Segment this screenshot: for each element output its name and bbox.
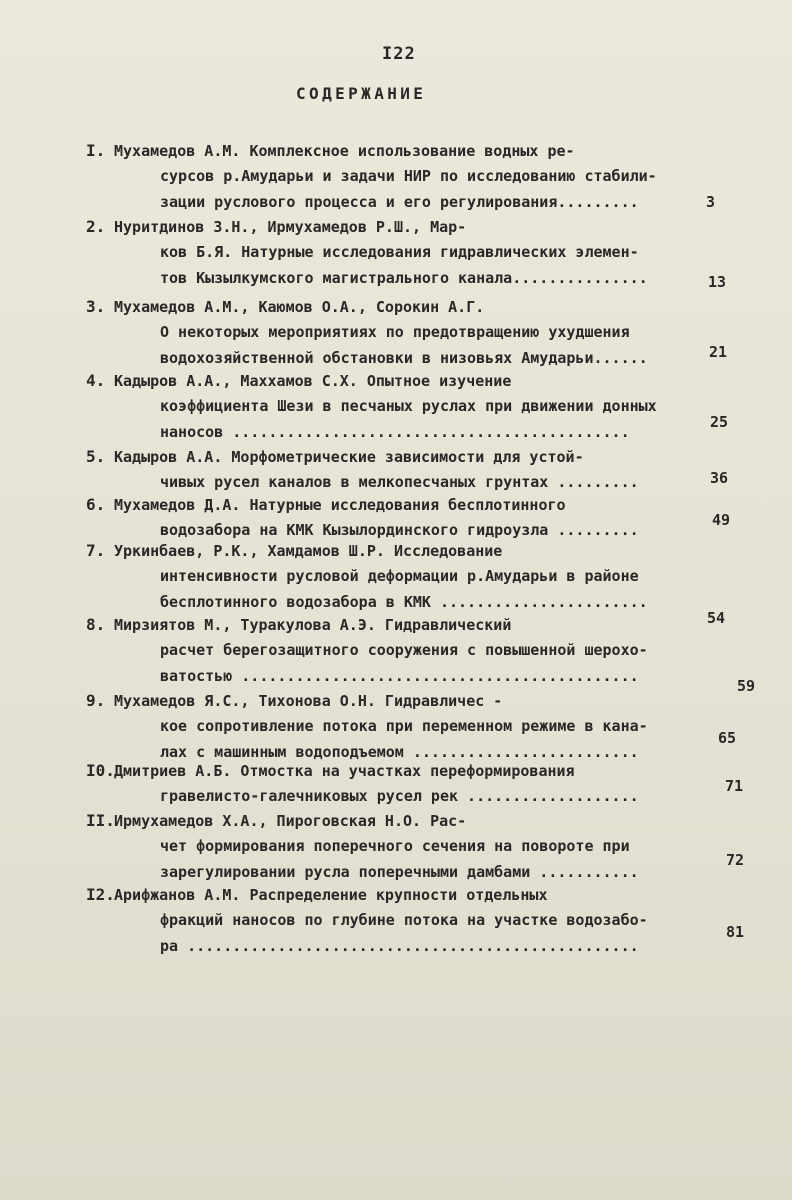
- entry-line: О некоторых мероприятиях по предотвращению ухудшения: [160, 323, 630, 341]
- entry-line: Мирзиятов М., Туракулова А.Э. Гидравлический: [114, 616, 512, 634]
- entry-line: Уркинбаев, Р.К., Хамдамов Ш.Р. Исследование: [114, 542, 503, 560]
- entry-page-ref: 49: [712, 511, 731, 529]
- page-number: I22: [382, 44, 416, 64]
- entry-page-ref: 59: [737, 677, 756, 695]
- entry-page-ref: 71: [725, 777, 744, 795]
- entry-line: водохозяйственной обстановки в низовьях Амударьи......: [160, 349, 648, 367]
- entry-line: расчет берегозащитного сооружения с повышенной шерохо-: [160, 641, 648, 659]
- page-title: СОДЕРЖАНИЕ: [296, 84, 427, 103]
- entry-line: кое сопротивление потока при переменном режиме в кана-: [160, 717, 648, 735]
- entry-line: интенсивности русловой деформации р.Амударьи в районе: [160, 567, 639, 585]
- entry-line: бесплотинного водозабора в КМК .......................: [160, 593, 648, 611]
- entry-line: зации руслового процесса и его регулирования.........: [160, 193, 639, 211]
- entry-line: чивых русел каналов в мелкопесчаных грунтах .........: [160, 473, 639, 491]
- entry-line: наносов ............................................: [160, 423, 630, 441]
- entry-number: 5.: [86, 447, 106, 466]
- entry-line: ра ..................................................: [160, 937, 639, 955]
- entry-line: Ирмухамедов Х.А., Пироговская Н.О. Рас-: [114, 812, 467, 830]
- entry-page-ref: 81: [726, 923, 745, 941]
- entry-line: лах с машинным водоподъемом .........................: [160, 743, 639, 761]
- entry-number: I0.: [86, 761, 115, 780]
- entry-line: Мухамедов Я.С., Тихонова О.Н. Гидравличес -: [114, 692, 503, 710]
- entry-line: чет формирования поперечного сечения на повороте при: [160, 837, 630, 855]
- entry-line: Мухамедов А.М., Каюмов О.А., Сорокин А.Г.: [114, 298, 485, 316]
- entry-line: Кадыров А.А. Морфометрические зависимости для устой-: [114, 448, 584, 466]
- entry-line: сурсов р.Амударьи и задачи НИР по исследованию стабили-: [160, 167, 657, 185]
- entry-line: ватостью ............................................: [160, 667, 639, 685]
- entry-line: зарегулировании русла поперечными дамбами ...........: [160, 863, 639, 881]
- entry-number: 8.: [86, 615, 106, 634]
- entry-number: I.: [86, 141, 106, 160]
- entry-page-ref: 72: [726, 851, 745, 869]
- entry-number: 3.: [86, 297, 106, 316]
- entry-number: I2.: [86, 885, 115, 904]
- entry-line: коэффициента Шези в песчаных руслах при движении донных: [160, 397, 657, 415]
- entry-number: 9.: [86, 691, 106, 710]
- entry-line: Нуритдинов З.Н., Ирмухамедов Р.Ш., Мар-: [114, 218, 467, 236]
- entry-line: фракций наносов по глубине потока на участке водозабо-: [160, 911, 648, 929]
- entry-page-ref: 25: [710, 413, 729, 431]
- entry-number: 4.: [86, 371, 106, 390]
- entry-number: 6.: [86, 495, 106, 514]
- entry-line: Дмитриев А.Б. Отмостка на участках переформирования: [114, 762, 575, 780]
- entry-number: II.: [86, 811, 115, 830]
- entry-page-ref: 21: [709, 343, 728, 361]
- entry-page-ref: 13: [708, 273, 727, 291]
- entry-page-ref: 65: [718, 729, 737, 747]
- entry-line: Кадыров А.А., Маххамов С.Х. Опытное изучение: [114, 372, 512, 390]
- entry-page-ref: 36: [710, 469, 729, 487]
- entry-page-ref: 3: [706, 193, 716, 211]
- entry-number: 2.: [86, 217, 106, 236]
- entry-line: ков Б.Я. Натурные исследования гидравлических элемен-: [160, 243, 639, 261]
- entry-line: водозабора на КМК Кызылординского гидроузла .........: [160, 521, 639, 539]
- entry-line: Арифжанов А.М. Распределение крупности отдельных: [114, 886, 548, 904]
- entry-line: гравелисто-галечниковых русел рек ...................: [160, 787, 639, 805]
- entry-line: Мухамедов А.М. Комплексное использование водных ре-: [114, 142, 575, 160]
- entry-line: Мухамедов Д.А. Натурные исследования бесплотинного: [114, 496, 566, 514]
- entry-number: 7.: [86, 541, 106, 560]
- entry-line: тов Кызылкумского магистрального канала...............: [160, 269, 648, 287]
- entry-page-ref: 54: [707, 609, 726, 627]
